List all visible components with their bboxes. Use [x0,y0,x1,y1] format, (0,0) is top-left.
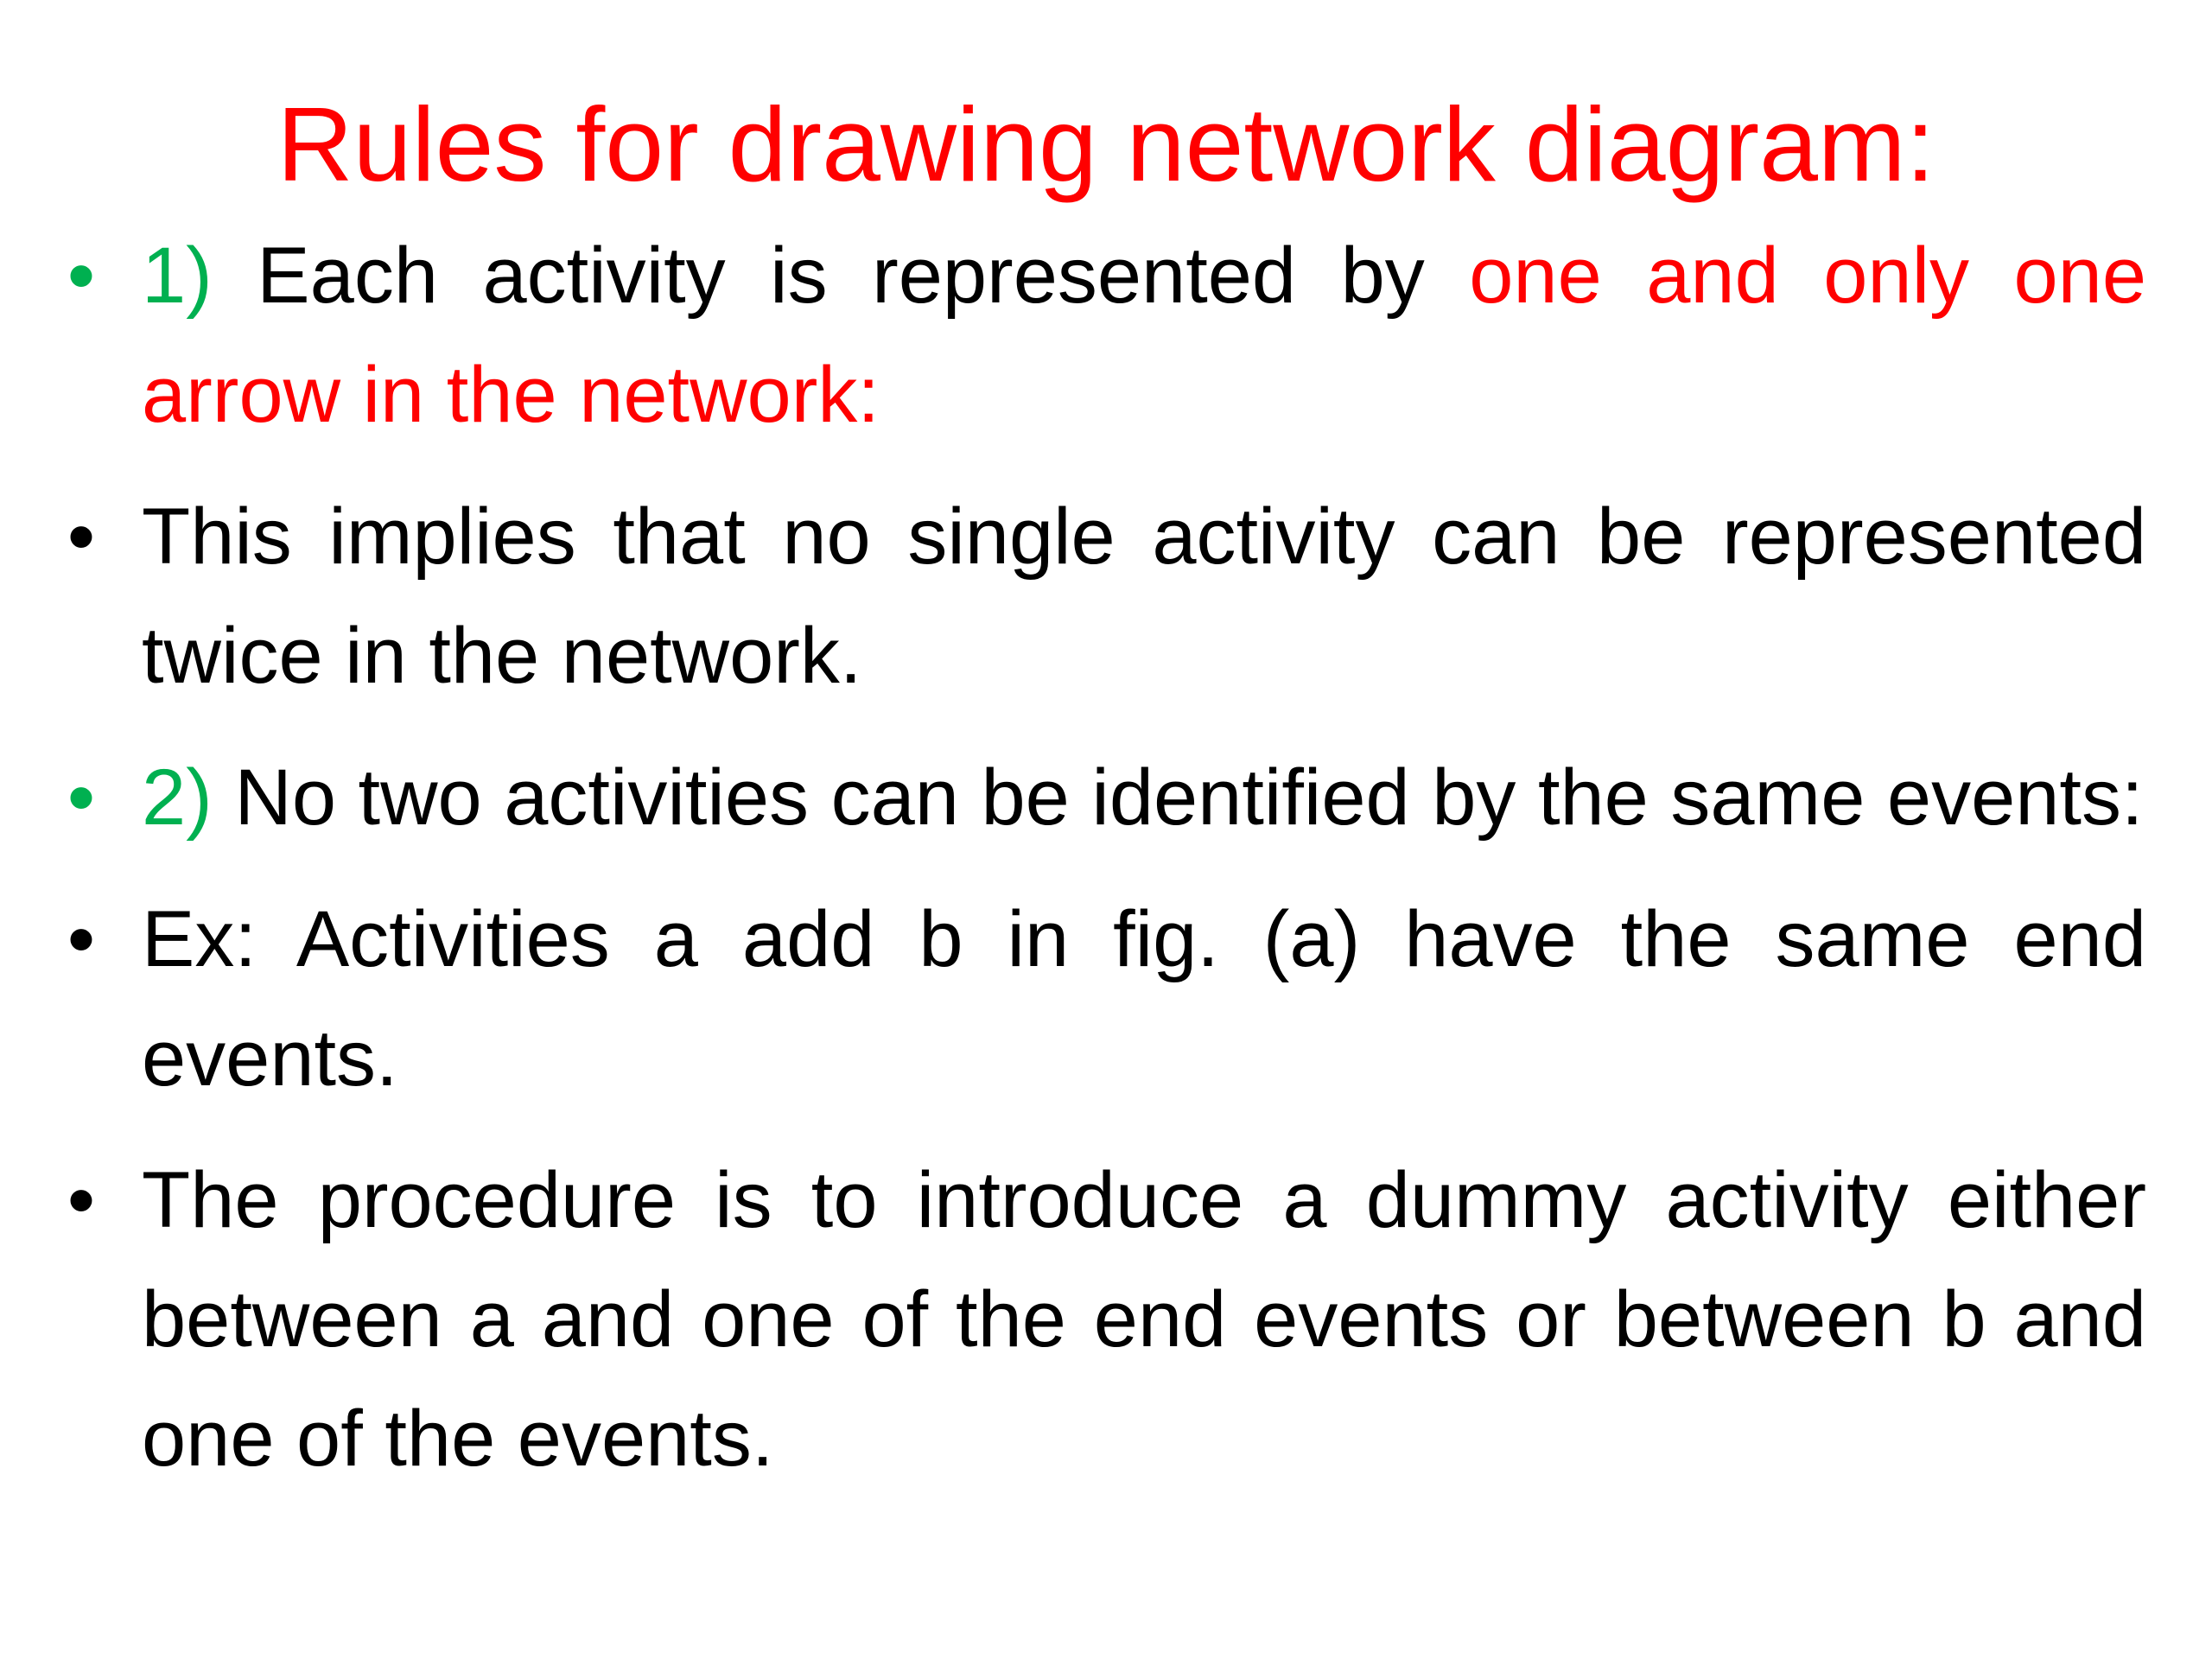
bullet-dot-icon: • [67,232,96,320]
bullet-text: No two activities can be identified by the same events: [212,753,2144,842]
rule-number: 2) [142,753,213,842]
bullet-item-5 [67,1141,2146,1498]
bullet-item-2 [67,477,2146,715]
bullet-highlight: one and only one arrow in the network: [142,232,2146,439]
bullet-item-4 [67,880,2146,1118]
bullet-dot-icon: • [67,1156,96,1244]
bullet-text: Each activity is represented by [212,232,1470,320]
bullet-dot-icon: • [67,895,96,983]
rule-number: 1) [142,232,213,320]
bullet-list [67,216,2146,1521]
slide-title: Rules for drawing network diagram: [276,86,1936,203]
bullet-text: This implies that no single activity can be represented twice in the network. [142,493,2146,700]
bullet-item-1 [67,216,2146,454]
bullet-dot-icon: • [67,493,96,581]
bullet-item-3 [67,738,2146,857]
bullet-text: The procedure is to introduce a dummy activity either between a and one of the end events or between b and one of the events. [142,1156,2146,1483]
bullet-dot-icon: • [67,753,96,842]
bullet-text: Ex: Activities a add b in fig. (a) have the same end events. [142,895,2146,1103]
